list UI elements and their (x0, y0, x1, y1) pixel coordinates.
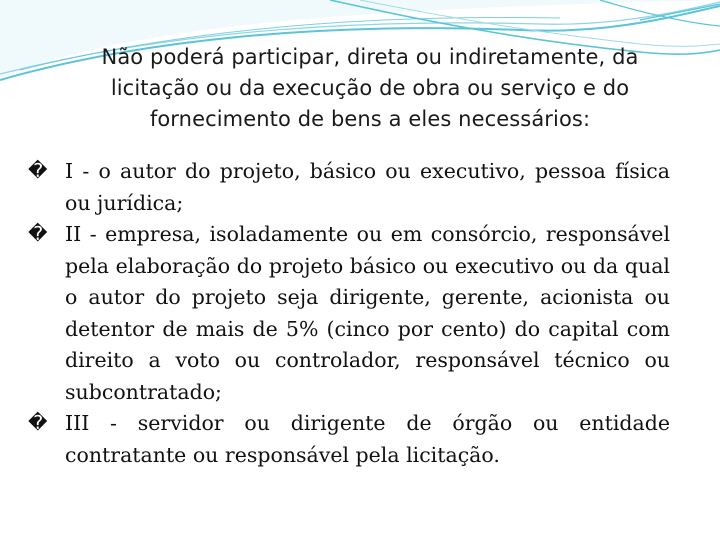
slide-title: Não poderá participar, direta ou indiretamente, da licitação ou da execução de obra ou serviço e do fornecimento de bens a eles necessários: (101, 45, 639, 131)
item-text: I - o autor do projeto, básico ou executivo, pessoa física ou jurídica; (65, 159, 670, 215)
item-list (28, 156, 670, 471)
list-item (28, 156, 670, 219)
bullet-icon: � (28, 412, 48, 434)
bullet-icon: � (28, 223, 48, 245)
list-item (28, 408, 670, 471)
item-text: II - empresa, isoladamente ou em consórcio, responsável pela elaboração do projeto básico ou executivo ou da qual o autor do projeto seja dirigente, gerente, acionista ou detentor de mais de 5% (cinco por cento) do capital com direito a voto ou controlador, responsável técnico ou subcontratado; (65, 222, 670, 404)
item-text: III - servidor ou dirigente de órgão ou entidade contratante ou responsável pela licitação. (65, 411, 670, 467)
list-item (28, 219, 670, 408)
bullet-icon: � (28, 160, 48, 182)
